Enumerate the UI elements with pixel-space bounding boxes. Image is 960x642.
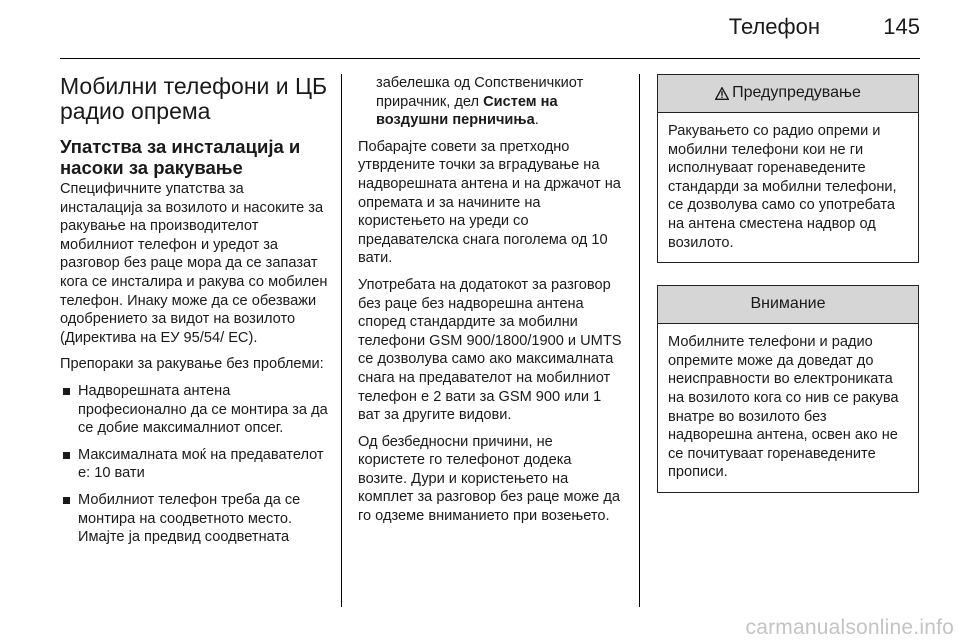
antenna-advice-paragraph: Побарајте совети за претходно утврдените точки за вградување на надворешната антена и на држачот на опремата и за начините на користењето на уреди со предавателска снага поголема од 10 вати.: [358, 138, 621, 267]
warning-box-header: [658, 75, 918, 113]
column-1: [60, 74, 328, 555]
list-item: Максималната моќ на предавателот е: 10 вати: [60, 446, 328, 483]
caution-text: Мобилните телефони и радио опремите може да доведат до неисправности во електрониката на возилото кога со нив се ракува внатре во возилото без надворешна антена, освен ако не се почитуваат горенаведените прописи.: [668, 334, 899, 481]
watermark: carmanualsonline.info: [745, 616, 954, 639]
warning-text: Ракувањето со радио опреми и мобилни телефони кои не ги исполнуваат горенаведените стандарди за мобилни телефони, се дозволува само со употребата на антена сместена надвор од возилото.: [668, 123, 897, 251]
bullet-square-icon: [63, 497, 70, 504]
column-3: [657, 74, 919, 515]
handsfree-paragraph: Употребата на додатокот за разговор без раце без надворешна антена според стандардите за мобилни телефони GSM 900/1800/1900 и UMTS се дозволува само ако максималната снага на предавателот на мобилниот телефон е 2 вати за GSM 900 или 1 ват за другите видови.: [358, 276, 622, 424]
column-divider-1: [341, 74, 342, 607]
header-divider: [60, 58, 920, 59]
installation-paragraph: Специфичните упатства за инсталација за возилото и насоките за ракување на производителот мобилниот телефон и уредот за разговор без раце мора да се запазат кога се инсталира и ракува со мобилен телефон. Инаку може да се обезважи одобрението за видот на возилото (Директива на ЕУ 95/54/ ЕС).: [60, 181, 328, 346]
caution-box-header: [658, 286, 918, 324]
caution-title: Внимание: [750, 295, 826, 313]
airbag-section-reference: Систем на воздушни перничиња: [376, 93, 558, 129]
column-divider-2: [639, 74, 640, 607]
warning-title: Предупредување: [732, 84, 861, 102]
bullet-continuation: забелешка од Сопственичкиот прирачник, дел Систем на воздушни перничиња.: [376, 75, 584, 129]
recommendations-intro: Препораки за ракување без проблеми:: [60, 356, 324, 373]
list-item: Надворешната антена професионално да се монтира за да се добие максималниот опсег.: [60, 382, 328, 438]
safety-paragraph: Од безбедносни причини, не користете го телефонот додека возите. Дури и користењето на комплет за разговор без раце може да го одземе вниманието при возењето.: [358, 433, 620, 525]
list-item: Мобилниот телефон треба да се монтира на соодветното место. Имајте ја предвид соодветната: [60, 491, 328, 547]
subsection-title: Упатства за инсталација и насоки за ракување: [60, 136, 301, 178]
warning-triangle-icon: [715, 87, 729, 100]
bullet-square-icon: [63, 452, 70, 459]
column-2: [358, 74, 623, 534]
chapter-title: Телефон: [728, 14, 820, 39]
caution-box: [657, 285, 919, 493]
recommendations-list: [60, 382, 328, 547]
warning-box: [657, 74, 919, 263]
page-number: 145: [883, 14, 920, 39]
bullet-square-icon: [63, 388, 70, 395]
section-title: Мобилни телефони и ЦБ радио опрема: [60, 73, 328, 124]
